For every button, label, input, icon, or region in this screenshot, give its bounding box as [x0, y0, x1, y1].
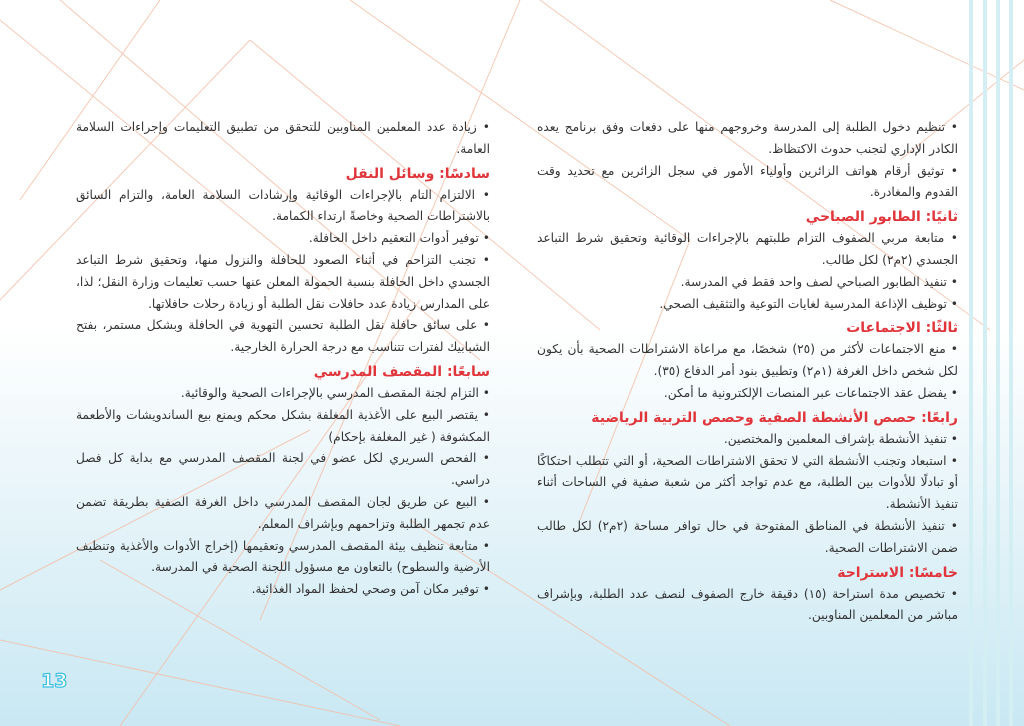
bullet-item: • البيع عن طريق لجان المقصف المدرسي داخل الغرفة الصفية بطريقة تضمن عدم تجمهر الطلبة وتزاحمهم وبإشراف المعلم.: [76, 494, 490, 531]
decorative-stripe: [969, 0, 973, 726]
bullet-item: • منع الاجتماعات لأكثر من (٢٥) شخصًا، مع مراعاة الاشتراطات الصحية بأن يكون لكل شخص داخل الغرفة (١م٢) وتطبيق بنود أمر الدفاع (٣٥).: [537, 342, 958, 379]
bullet-item: • تخصيص مدة استراحة (١٥) دقيقة خارج الصفوف لنصف عدد الطلبة، وبإشراف مباشر من المعلمين المناوبين.: [537, 586, 958, 623]
bullet-item: • استبعاد وتجنب الأنشطة التي لا تحقق الاشتراطات الصحية، أو التي تتطلب احتكاكًا أو تبادلًا للأدوات بين الطلبة، مع عدم تواجد أكثر من شعبة صفية في الساحات أثناء تنفيذ الأنشطة.: [537, 453, 958, 512]
decorative-stripe: [996, 0, 1000, 726]
bullet-item: • يقتصر البيع على الأغذية المغلفة بشكل محكم ويمنع بيع الساندويشات والأطعمة المكشوفة ( غير المغلفة بإحكام): [76, 407, 490, 444]
bullet-item: • متابعة تنظيف بيئة المقصف المدرسي وتعقيمها (إخراج الأدوات والأغذية وتنظيف الأرضية والسطوح) بالتعاون مع مسؤول اللجنة الصحية في المدرسة.: [76, 538, 490, 575]
bullet-item: • التزام لجنة المقصف المدرسي بالإجراءات الصحية والوقائية.: [180, 385, 490, 400]
bullet-item: • متابعة مربي الصفوف التزام طلبتهم بالإجراءات الوقائية وتحقيق شرط التباعد الجسدي (٢م٢) لكل طالب.: [537, 231, 958, 267]
bullet-item: • يفضل عقد الاجتماعات عبر المنصات الإلكترونية ما أمكن.: [663, 385, 958, 400]
bullet-item: • تنفيذ الأنشطة بإشراف المعلمين والمختصين.: [723, 431, 958, 446]
bullet-item: • توثيق أرقام هواتف الزائرين وأولياء الأمور في سجل الزائرين مع تحديد وقت القدوم والمغادرة.: [537, 163, 958, 200]
bullet-item: • توفير مكان آمن وصحي لحفظ المواد الغذائية.: [251, 582, 490, 597]
bullet-item: • توظيف الإذاعة المدرسية لغايات التوعية والتثقيف الصحي.: [659, 296, 958, 311]
bullet-item: • الفحص السريري لكل عضو في لجنة المقصف المدرسي مع بداية كل فصل دراسي.: [76, 451, 490, 488]
bullet-item: • تجنب التزاحم في أثناء الصعود للحافلة والنزول منها، وتحقيق شرط التباعد الجسدي داخل الحافلة بنسبة الحمولة المعلن عنها حسب تعليمات وزارة النقل؛ لذا، على المدارس زيادة عدد حافلات نقل الطلبة أو زيادة رحلات حافلاتها.: [76, 252, 490, 311]
page-number: 13: [41, 670, 68, 692]
decorative-stripe: [983, 0, 987, 726]
bullet-item: • توفير أدوات التعقيم داخل الحافلة.: [308, 231, 490, 246]
section-heading: خامسًا: الاستراحة: [837, 564, 958, 581]
section-heading: رابعًا: حصص الأنشطة الصفية وحصص التربية الرياضية: [591, 409, 958, 426]
bullet-item: • على سائق حافلة نقل الطلبة تحسين التهوية في الحافلة وبشكل مستمر، بفتح الشبابيك لفترات تتناسب مع درجة الحرارة الخارجية.: [76, 318, 490, 355]
bullet-item: • الالتزام التام بالإجراءات الوقائية وإرشادات السلامة العامة، والتزام السائق بالاشتراطات الصحية وخاصةً ارتداء الكمامة.: [76, 187, 490, 224]
section-heading: ثالثًا: الاجتماعات: [846, 320, 958, 337]
left-column: [76, 117, 490, 601]
section-heading: سادسًا: وسائل النقل: [345, 165, 490, 182]
bullet-item: • زيادة عدد المعلمين المناوبين للتحقق من تطبيق التعليمات وإجراءات السلامة العامة.: [76, 120, 490, 156]
bullet-item: • تنظيم دخول الطلبة إلى المدرسة وخروجهم منها على دفعات وفق برنامج يعده الكادر الإداري لتجنب حدوث الاكتظاظ.: [537, 120, 958, 156]
section-heading: ثانيًا: الطابور الصباحي: [805, 209, 958, 226]
bullet-item: • تنفيذ الأنشطة في المناطق المفتوحة في حال توافر مساحة (٢م٢) لكل طالب ضمن الاشتراطات الصحية.: [537, 518, 958, 555]
bullet-item: • تنفيذ الطابور الصباحي لصف واحد فقط في المدرسة.: [680, 274, 958, 289]
right-column: [537, 117, 958, 627]
decorative-stripe: [1009, 0, 1013, 726]
section-heading: سابعًا: المقصف المدرسي: [313, 363, 490, 380]
